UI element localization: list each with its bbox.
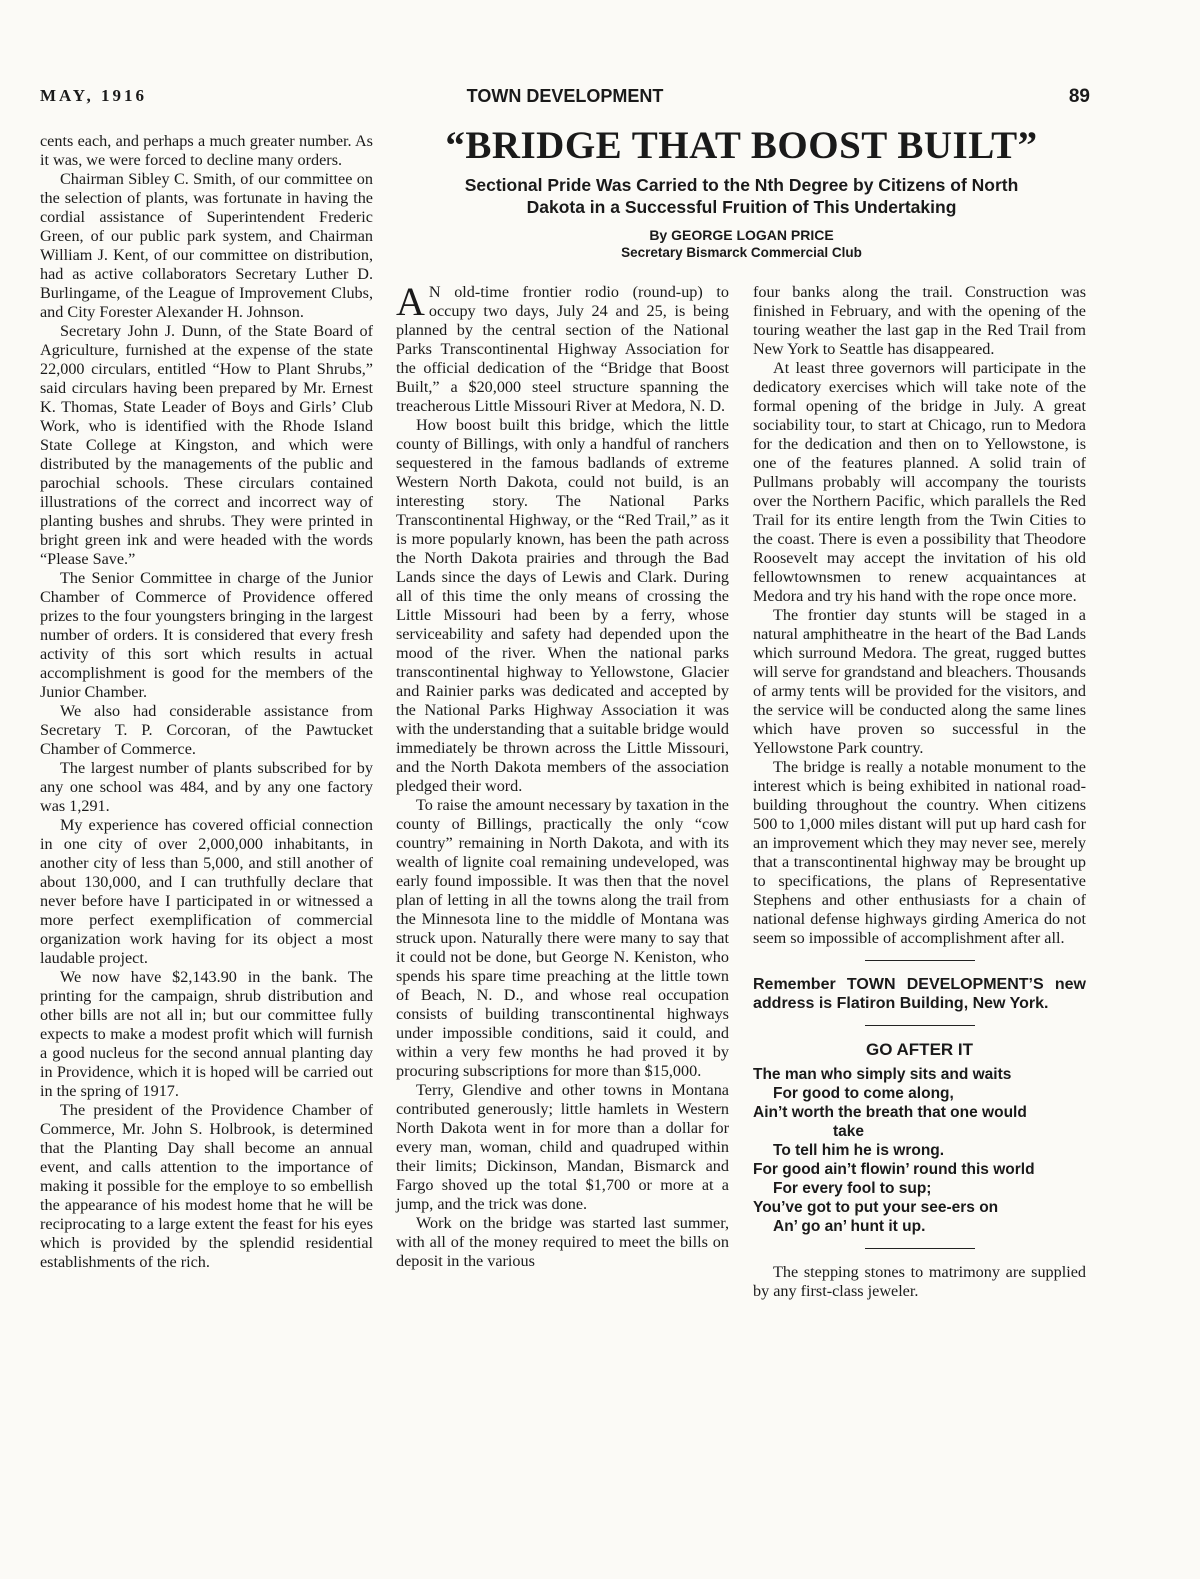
divider	[865, 960, 975, 961]
column-middle	[396, 279, 729, 1271]
paragraph: The frontier day stunts will be staged in a natural amphitheatre in the heart of the Bad Lands which surround Medora. The great, rugged buttes will serve for grandstand and bleachers. Thousands of army tents will be provided for the visitors, and the service will be conducted along the same lines which have proven so successful in the Yellowstone Park country.	[753, 606, 1086, 757]
paragraph: Secretary John J. Dunn, of the State Board of Agriculture, furnished at the expense of the state 22,000 circulars, entitled “How to Plant Shrubs,” said circulars having been prepared by Mr. Ernest K. Thomas, State Leader of Boys and Girls’ Club Work, who is identified with the Rhode Island State College at Kingston, and which were distributed by the managements of the public and parochial schools. These circulars contained illustrations of the correct and incorrect way of planting bushes and shrubs. They were printed in bright green ink and were headed with the words “Please Save.”	[40, 322, 373, 568]
article-subtitle	[393, 174, 1090, 218]
paragraph: At least three governors will participate in the dedicatory exercises which will take note of the formal opening of the bridge in July. A great sociability tour, to start at Chicago, run to Medora for the dedication and then on to Yellowstone, is one of the features planned. A solid train of Pullmans probably will accompany the tourists over the Northern Pacific, which parallels the Red Trail for its entire length from the Twin Cities to the coast. There is even a possibility that Theodore Roosevelt may accept the invitation of his old fellowtownsmen to renew acquaintances at Medora and try his hand with the rope once more.	[753, 359, 1086, 605]
paragraph: We now have $2,143.90 in the bank. The printing for the campaign, shrub distribution and other bills are not all in; but our committee fully expects to make a modest profit which will furnish a good nucleus for the second annual planting day in Providence, which it is hoped will be carried out in the spring of 1917.	[40, 968, 373, 1100]
paragraph: How boost built this bridge, which the little county of Billings, with only a handful of ranchers sequestered in the famous badlands of extreme Western North Dakota, could not build, is an interesting story. The National Parks Transcontinental Highway, or the “Red Trail,” as it is more popularly known, has been the path across the North Dakota prairies and through the Bad Lands since the days of Lewis and Clark. During all of this time the only means of crossing the Little Missouri had been by a ferry, whose serviceability and safety had depended upon the mood of the river. When the national parks transcontinental highway to Yellowstone, Glacier and Rainier parks was dedicated and accepted by the National Parks Highway Association it was with the understanding that a suitable bridge would immediately be thrown across the Little Missouri, and the North Dakota members of the association pledged their word.	[396, 416, 729, 795]
divider	[865, 1248, 975, 1249]
poem-line: To tell him he is wrong.	[773, 1142, 945, 1159]
filler-quip: The stepping stones to matrimony are supplied by any first-class jeweler.	[753, 1263, 1086, 1300]
paragraph: My experience has covered official connection in one city of over 2,000,000 inhabitants, in another city of less than 5,000, and still another of about 130,000, and I can truthfully declare that never before have I participated in or witnessed a more perfect exemplification of commercial organization work having for its object a most laudable project.	[40, 816, 373, 967]
subtitle-line-2: Dakota in a Successful Fruition of This Undertaking	[526, 197, 957, 217]
poem-line: The man who simply sits and waits	[753, 1066, 1012, 1083]
lead-paragraph	[396, 279, 729, 416]
article-heading	[393, 124, 1090, 262]
poem-line: take	[833, 1123, 865, 1140]
paragraph: Chairman Sibley C. Smith, of our committee on the selection of plants, was fortunate in having the cordial assistance of Superintendent Frederic Green, of our public park system, and Chairman William J. Kent, of our committee on distribution, had as active collaborators Secretary Luther D. Burlingame, of the League of Improvement Clubs, and City Forester Alexander H. Johnson.	[40, 170, 373, 321]
paragraph: The largest number of plants subscribed for by any one school was 484, and by any one factory was 1,291.	[40, 759, 373, 815]
paragraph: The president of the Providence Chamber of Commerce, Mr. John S. Holbrook, is determined that the Planting Day shall become an annual event, and calls attention to the importance of making it possible for the employe to so embellish the appearance of his modest home that he will be reciprocating to a large extent the feast for his eyes which is provided by the splendid residential establishments of the rich.	[40, 1101, 373, 1271]
article-title: “BRIDGE THAT BOOST BUILT”	[445, 124, 1038, 167]
lead-text: N old-time frontier rodio (round-up) to occupy two days, July 24 and 25, is being planned by the central section of the National Parks Transcontinental Highway Association for the official dedication of the “Bridge that Boost Built,” a $20,000 steel structure spanning the treacherous Little Missouri River at Medora, N. D.	[396, 283, 729, 415]
divider	[865, 1025, 975, 1026]
poem	[753, 1065, 1086, 1236]
address-notice: Remember TOWN DEVELOPMENT’S new address is Flatiron Building, New York.	[753, 976, 1086, 1012]
column-left	[40, 132, 373, 1272]
poem-title: GO AFTER IT	[865, 1040, 974, 1059]
paragraph: The bridge is really a notable monument to the interest which is being exhibited in national road-building throughout the country. When citizens 500 to 1,000 miles distant will put up hard cash for an improvement which they may never see, merely that a transcontinental highway may be brought up to specifications, the plans of Representative Stephens and other enthusiasts for a chain of national defense highways girding America do not seem so impossible of accomplishment after all.	[753, 758, 1086, 947]
running-header	[40, 86, 1090, 110]
subtitle-line-1: Sectional Pride Was Carried to the Nth Degree by Citizens of North	[464, 175, 1019, 195]
poem-line: You’ve got to put your see-ers on	[753, 1199, 999, 1216]
poem-line: For good to come along,	[773, 1085, 954, 1102]
poem-line: For good ain’t flowin’ round this world	[753, 1161, 1035, 1178]
author-role: Secretary Bismarck Commercial Club	[621, 245, 862, 260]
drop-cap: A	[396, 279, 425, 324]
poem-line: For every fool to sup;	[773, 1180, 932, 1197]
paragraph: Terry, Glendive and other towns in Montana contributed generously; little hamlets in Western North Dakota went in for more than a dollar for every man, woman, child and quadruped within their limits; Dickinson, Mandan, Bismarck and Fargo shoved up the total $1,700 or more at a jump, and the trick was done.	[396, 1081, 729, 1213]
paragraph: We also had considerable assistance from Secretary T. P. Corcoran, of the Pawtucket Chamber of Commerce.	[40, 702, 373, 758]
paragraph: cents each, and perhaps a much greater number. As it was, we were forced to decline many orders.	[40, 132, 373, 169]
paragraph: four banks along the trail. Construction was finished in February, and with the opening of the touring weather the last gap in the Red Trail from New York to Seattle has disappeared.	[753, 283, 1086, 358]
poem-line: An’ go an’ hunt it up.	[773, 1218, 926, 1235]
page-number: 89	[1068, 86, 1090, 107]
column-right	[753, 283, 1086, 1301]
article-byline: By GEORGE LOGAN PRICE	[649, 227, 834, 243]
magazine-name: TOWN DEVELOPMENT	[466, 86, 664, 106]
paragraph: To raise the amount necessary by taxation in the county of Billings, practically the only “cow country” remaining in North Dakota, and with its wealth of lignite coal remaining undeveloped, was early found impossible. It was then that the novel plan of letting in all the towns along the trail from the Minnesota line to the middle of Montana was struck upon. Naturally there were many to say that it could not be done, but George N. Keniston, who spends his spare time preaching at the little town of Beach, N. D., and whose real occupation consists of building transcontinental highways under impossible conditions, said it could, and within a very few months he had proved it by procuring subscriptions for more than $15,000.	[396, 796, 729, 1080]
paragraph: The Senior Committee in charge of the Junior Chamber of Commerce of Providence offered prizes to the four youngsters bringing in the largest number of orders. It is considered that every fresh activity of this sort which results in actual accomplishment is good for the members of the Junior Chamber.	[40, 569, 373, 701]
poem-line: Ain’t worth the breath that one would	[753, 1104, 1027, 1121]
paragraph: Work on the bridge was started last summer, with all of the money required to meet the bills on deposit in the various	[396, 1214, 729, 1270]
issue-date: MAY, 1916	[40, 86, 147, 105]
